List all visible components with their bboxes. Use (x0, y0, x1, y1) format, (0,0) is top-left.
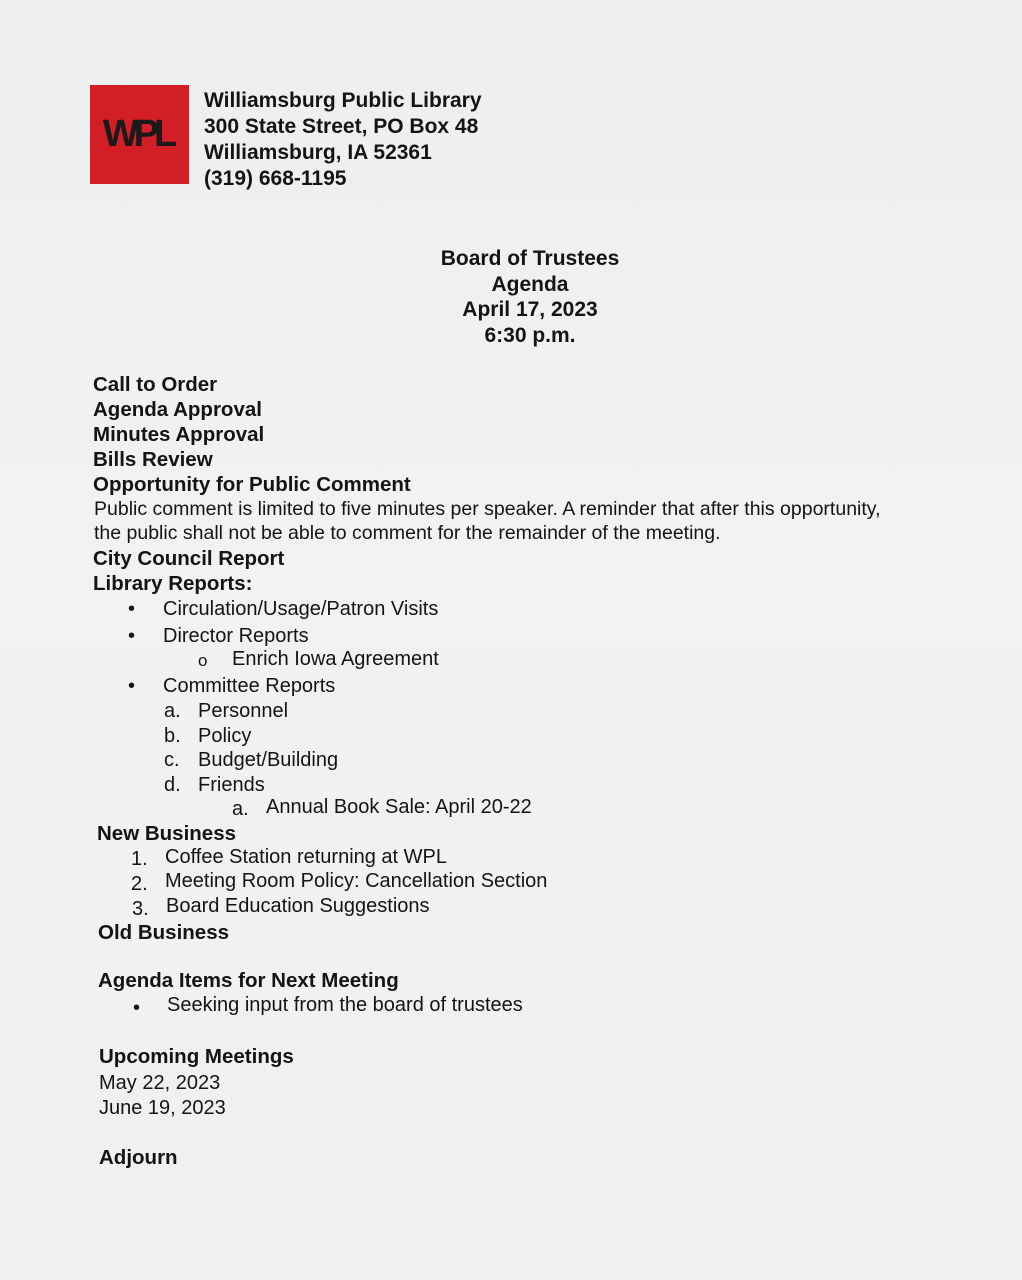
agenda-title: Agenda (491, 272, 569, 296)
committee-marker: d. (164, 774, 181, 796)
item-new-business: New Business (97, 822, 236, 845)
friends-book-sale: Annual Book Sale: April 20-22 (266, 796, 532, 818)
library-city: Williamsburg, IA 52361 (204, 141, 432, 164)
item-old-business: Old Business (98, 921, 230, 944)
item-agenda-approval: Agenda Approval (93, 398, 262, 421)
item-adjourn: Adjourn (99, 1146, 178, 1169)
library-header (204, 88, 482, 192)
committee-policy: Policy (198, 725, 252, 747)
upcoming-date-1: May 22, 2023 (99, 1072, 221, 1094)
public-comment-text-2: the public shall not be able to comment for the remainder of the meeting. (94, 522, 721, 544)
committee-marker: b. (164, 725, 181, 747)
bullet-icon: • (128, 675, 136, 697)
lr-enrich-iowa: Enrich Iowa Agreement (232, 648, 439, 670)
next-meeting-input: Seeking input from the board of trustees (167, 994, 523, 1016)
nb-coffee-station: Coffee Station returning at WPL (165, 846, 448, 868)
bullet-icon: • (133, 997, 141, 1019)
library-address: 300 State Street, PO Box 48 (204, 115, 479, 138)
library-phone: (319) 668-1195 (204, 167, 347, 190)
committee-personnel: Personnel (198, 700, 289, 722)
nb-board-education: Board Education Suggestions (166, 895, 430, 917)
committee-budget-building: Budget/Building (198, 749, 339, 771)
bullet-icon: • (128, 598, 136, 620)
item-minutes-approval: Minutes Approval (93, 423, 265, 446)
nb-marker: 3. (132, 898, 149, 920)
item-bills-review: Bills Review (93, 448, 213, 471)
committee-friends: Friends (198, 774, 265, 796)
nb-marker: 2. (131, 873, 148, 895)
lr-circulation: Circulation/Usage/Patron Visits (163, 598, 439, 620)
item-next-meeting-heading: Agenda Items for Next Meeting (98, 969, 399, 992)
circle-bullet-icon: o (198, 651, 208, 670)
lr-director-reports: Director Reports (163, 625, 309, 647)
item-call-to-order: Call to Order (93, 373, 218, 396)
library-name: Williamsburg Public Library (204, 89, 482, 112)
item-library-reports: Library Reports: (93, 572, 253, 595)
meeting-title-block (380, 246, 680, 348)
friends-sub-marker: a. (232, 798, 249, 820)
public-comment-text-1: Public comment is limited to five minutes per speaker. A reminder that after this opportunity, (94, 498, 881, 520)
item-upcoming-meetings: Upcoming Meetings (99, 1045, 294, 1068)
meeting-date: April 17, 2023 (462, 298, 598, 321)
lr-committee-reports: Committee Reports (163, 675, 336, 697)
bullet-icon: • (128, 625, 136, 647)
library-logo (90, 85, 189, 184)
nb-meeting-room-policy: Meeting Room Policy: Cancellation Section (165, 870, 548, 892)
item-city-council-report: City Council Report (93, 547, 285, 570)
item-public-comment-heading: Opportunity for Public Comment (93, 473, 411, 496)
committee-marker: c. (164, 749, 180, 771)
meeting-time: 6:30 p.m. (484, 323, 576, 347)
committee-marker: a. (164, 700, 181, 722)
upcoming-date-2: June 19, 2023 (99, 1097, 226, 1119)
nb-marker: 1. (131, 848, 148, 870)
board-title: Board of Trustees (440, 247, 620, 270)
logo-text: WPL (102, 113, 173, 155)
